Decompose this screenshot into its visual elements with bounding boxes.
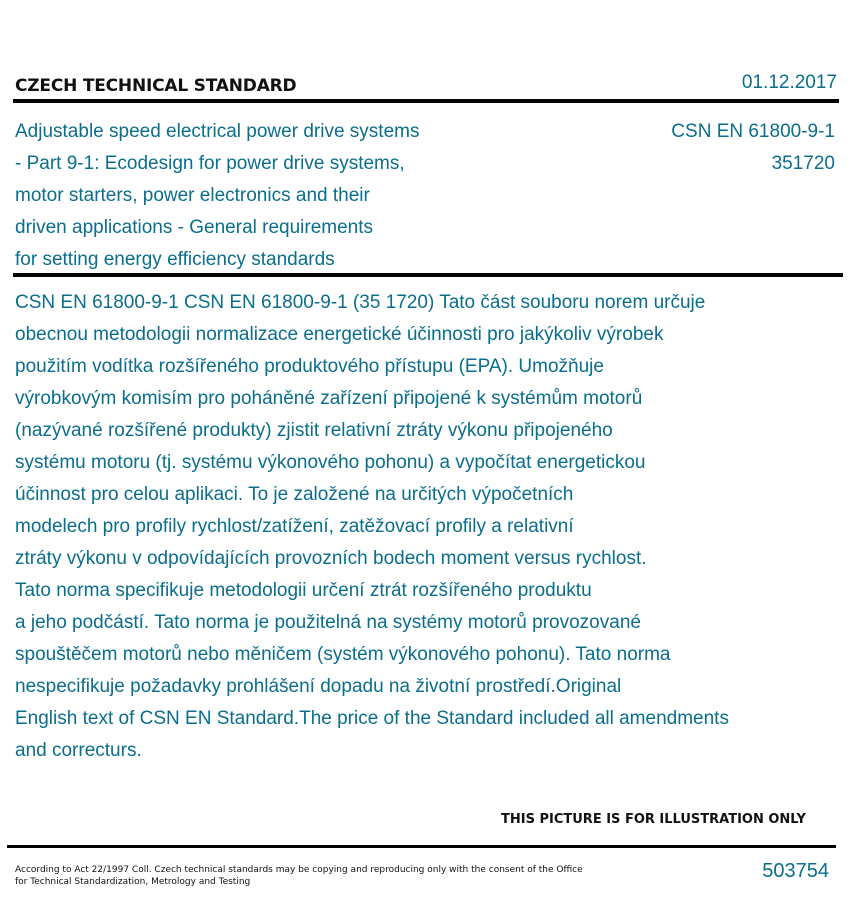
standard-title-line: - Part 9-1: Ecodesign for power drive systems,: [15, 153, 405, 174]
description-line: CSN EN 61800-9-1 CSN EN 61800-9-1 (35 1720) Tato část souboru norem určuje: [15, 292, 706, 313]
standard-code: CSN EN 61800-9-1: [671, 121, 835, 142]
header-divider: [13, 99, 839, 103]
description-line: použitím vodítka rozšířeného produktového přístupu (EPA). Umožňuje: [15, 356, 604, 377]
description-line: nespecifikuje požadavky prohlášení dopadu na životní prostředí.Original: [15, 676, 622, 697]
description-line: modelech pro profily rychlost/zatížení, zatěžovací profily a relativní: [15, 516, 574, 537]
standard-description: [15, 287, 845, 767]
description-line: spouštěčem motorů nebo měničem (systém výkonového pohonu). Tato norma: [15, 644, 671, 665]
description-line: (nazývané rozšířené produkty) zjistit relativní ztráty výkonu připojeného: [15, 420, 613, 441]
standard-class-number: 351720: [771, 153, 835, 174]
legal-notice-line: According to Act 22/1997 Coll. Czech technical standards may be copying and reproducing only with the consent of the Office: [15, 865, 583, 875]
standard-title: [15, 116, 495, 276]
standard-title-line: driven applications - General requirements: [15, 217, 374, 238]
description-line: a jeho podčástí. Tato norma je použitelná na systémy motorů provozované: [15, 612, 641, 633]
document-id: 503754: [762, 860, 829, 882]
footer-divider: [7, 845, 836, 848]
description-line: výrobkovým komisím pro poháněné zařízení připojené k systémům motorů: [15, 388, 643, 409]
standard-title-line: Adjustable speed electrical power drive systems: [15, 121, 420, 142]
standard-title-line: motor starters, power electronics and their: [15, 185, 370, 206]
description-line: Tato norma specifikuje metodologii určení ztrát rozšířeného produktu: [15, 580, 592, 601]
document-heading: CZECH TECHNICAL STANDARD: [15, 76, 297, 96]
legal-notice: [15, 864, 585, 888]
publication-date: 01.12.2017: [741, 72, 837, 93]
illustration-note: THIS PICTURE IS FOR ILLUSTRATION ONLY: [501, 812, 806, 827]
description-line: obecnou metodologii normalizace energetické účinnosti pro jakýkoliv výrobek: [15, 324, 664, 345]
description-line: English text of CSN EN Standard.The price of the Standard included all amendments: [15, 708, 729, 729]
description-line: ztráty výkonu v odpovídajících provozních bodech moment versus rychlost.: [15, 548, 647, 569]
description-line: and correcturs.: [15, 740, 142, 761]
description-line: systému motoru (tj. systému výkonového pohonu) a vypočítat energetickou: [15, 452, 646, 473]
standard-title-line: for setting energy efficiency standards: [15, 249, 335, 270]
standard-identifiers: [671, 116, 835, 180]
legal-notice-line: for Technical Standardization, Metrology and Testing: [15, 877, 251, 887]
description-line: účinnost pro celou aplikaci. To je založené na určitých výpočetních: [15, 484, 574, 505]
title-divider: [13, 273, 843, 277]
